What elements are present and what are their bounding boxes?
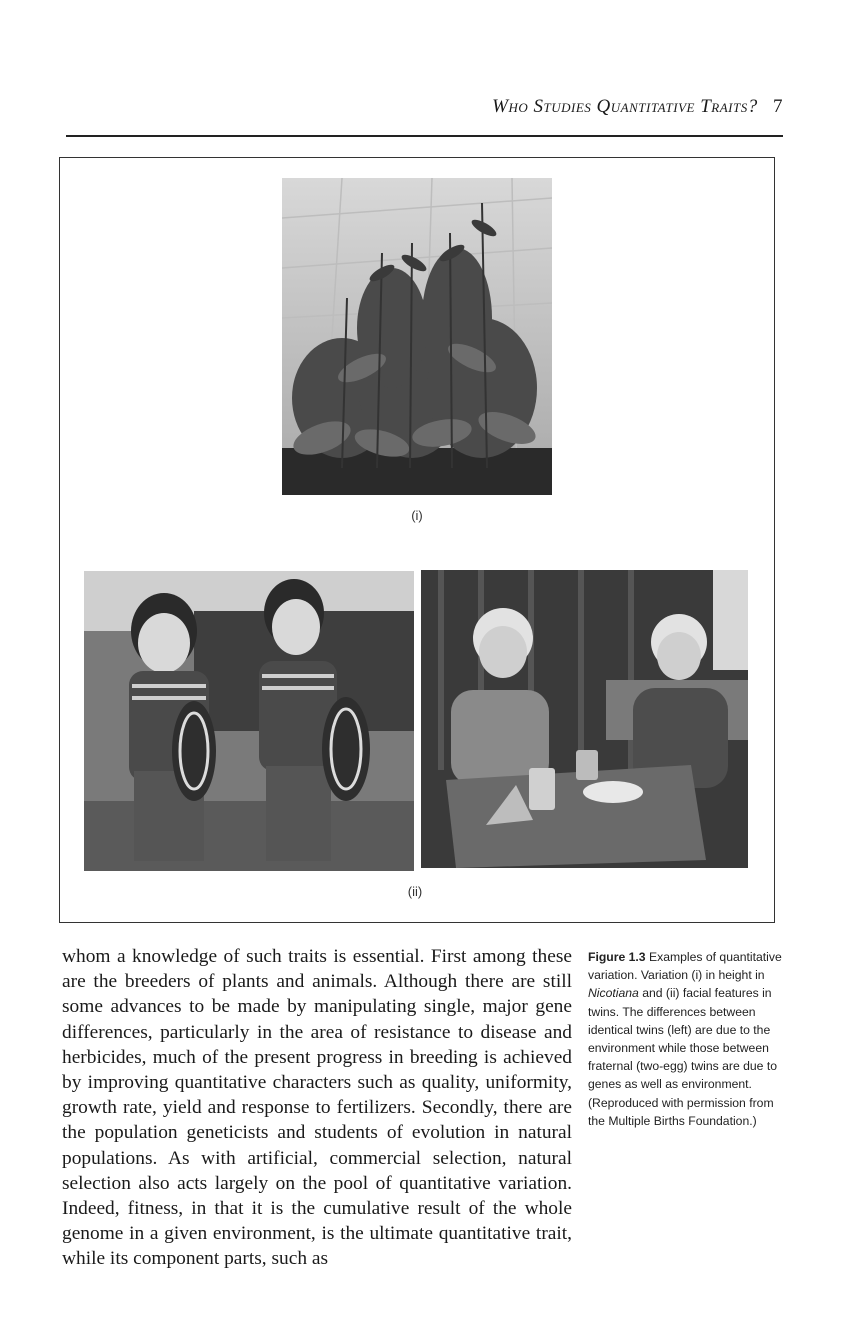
caption-text-end: and (ii) facial features in twins. The differences between identical twins (left) are due to the environment while those between fraternal (two-egg) twins are due to genes as well as environment. (Reproduced with permission from the Multiple Births Foundation.) xyxy=(588,986,777,1128)
page-number: 7 xyxy=(773,96,783,117)
body-text xyxy=(62,944,572,1272)
running-title: Who Studies Quantitative Traits? xyxy=(492,96,758,117)
caption-text-start: Examples of quantitative variation. Variation (i) in height in xyxy=(588,950,782,983)
body-paragraph: whom a knowledge of such traits is essential. First among these are the breeders of plants and animals. Although there are still some advances to be made by manipulating single, major gene differences, particularly in the area of resistance to disease and herbicides, much of the present progress in breeding is achieved by improving quantitative characters such as quality, uniformity, growth rate, yield and response to fertilizers. Secondly, there are the population geneticists and students of evolution in natural populations. As with artificial, commercial selection, natural selection also acts largely on the pool of quantitative variation. Indeed, fitness, in that it is the cumulative result of the whole genome in a given environment, is the ultimate quantitative trait, while its component parts, such as xyxy=(62,946,572,1270)
nicotiana-photo xyxy=(282,178,552,495)
caption-italic-term: Nicotiana xyxy=(588,986,639,1001)
panel-i-label: (i) xyxy=(411,508,423,523)
header-rule xyxy=(66,135,783,137)
figure-box xyxy=(59,157,775,923)
identical-twins-photo xyxy=(84,571,414,871)
figure-caption xyxy=(588,948,788,1130)
panel-ii-label: (ii) xyxy=(407,884,423,899)
running-head xyxy=(66,96,783,118)
fraternal-twins-photo xyxy=(421,570,748,868)
figure-number: Figure 1.3 xyxy=(588,950,646,964)
